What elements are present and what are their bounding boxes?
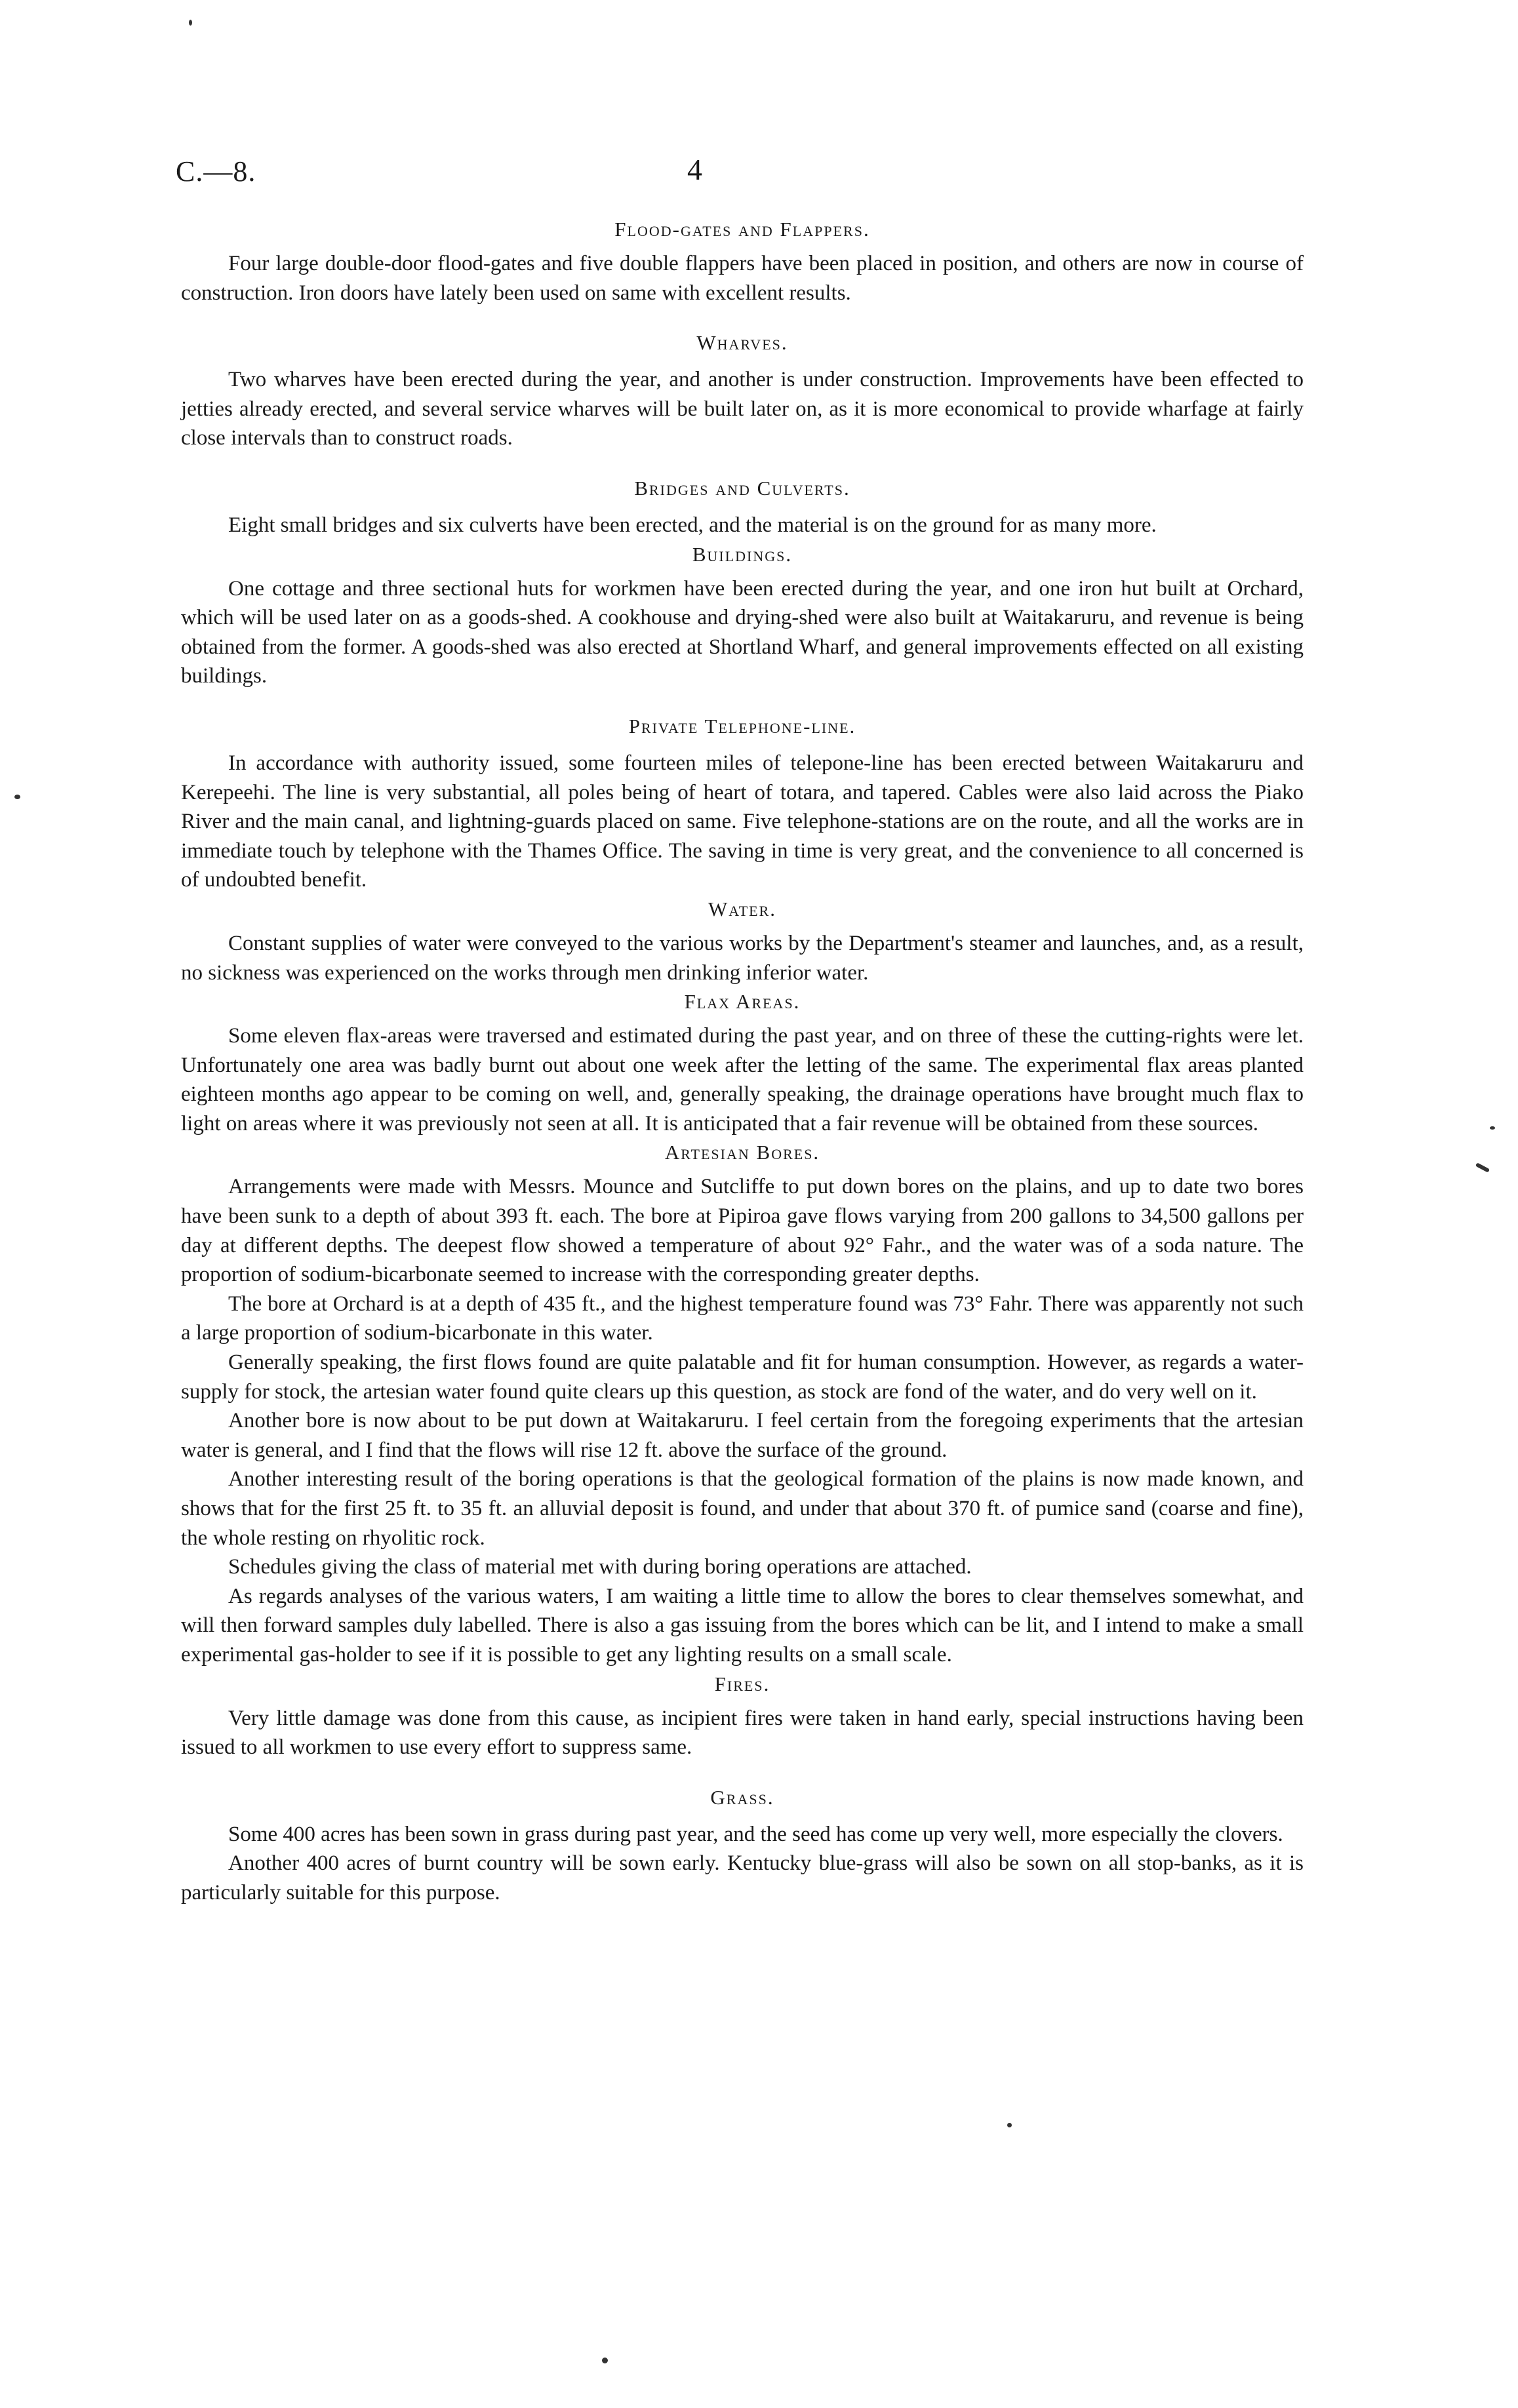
- document-reference: C.—8.: [176, 155, 256, 188]
- document-body: [181, 215, 1304, 1908]
- section-heading: Wharves.: [696, 331, 788, 355]
- print-speck: [14, 795, 20, 799]
- section-heading: Bridges and Culverts.: [634, 476, 850, 500]
- paragraph: Two wharves have been erected during the year, and another is under construction. Improvements have been effected to jetties already erected, and several service wharves will be built later on, as it is more economical to provide wharfage at fairly close intervals than to construct roads.: [181, 368, 1304, 450]
- section-heading: Fires.: [714, 1672, 770, 1695]
- print-speck: [602, 2358, 608, 2363]
- paragraph: The bore at Orchard is at a depth of 435 ft., and the highest temperature found was 73° Fahr. There was apparently not such a large proportion of sodium-bicarbonate in this water.: [181, 1292, 1304, 1345]
- paragraph: Another 400 acres of burnt country will be sown early. Kentucky blue-grass will also be sown on all stop-banks, as it is particularly suitable for this purpose.: [181, 1851, 1304, 1905]
- paragraph: Four large double-door flood-gates and five double flappers have been placed in position, and others are now in course of construction. Iron doors have lately been used on same with excellent results.: [181, 252, 1304, 305]
- paragraph: Very little damage was done from this cause, as incipient fires were taken in hand early, special instructions having been issued to all workmen to use every effort to suppress same.: [181, 1706, 1304, 1760]
- paragraph: Some eleven flax-areas were traversed and estimated during the past year, and on three of these the cutting-rights were let. Unfortunately one area was badly burnt out about one week after the letting of the same. The experimental flax areas planted eighteen months ago appear to be coming on well, and, generally speaking, the drainage operations have brought much flax to light on areas where it was previously not seen at all. It is anticipated that a fair revenue will be obtained from these sources.: [181, 1024, 1304, 1135]
- paragraph: As regards analyses of the various waters, I am waiting a little time to allow the bores to clear themselves somewhat, and will then forward samples duly labelled. There is also a gas issuing from the bores which can be lit, and I intend to make a small experimental gas-holder to see if it is possible to get any lighting results on a small scale.: [181, 1584, 1304, 1667]
- section-heading: Private Telephone-line.: [628, 714, 856, 738]
- paragraph: Eight small bridges and six culverts have been erected, and the material is on the ground for as many more.: [228, 513, 1157, 537]
- print-speck: [1490, 1126, 1495, 1130]
- paragraph: Schedules giving the class of material met with during boring operations are attached.: [228, 1555, 972, 1579]
- section-heading: Flax Areas.: [684, 990, 801, 1014]
- page-number: 4: [687, 153, 702, 186]
- paragraph: Constant supplies of water were conveyed to the various works by the Department's steamer and launches, and, as a result, no sickness was experienced on the works through men drinking inferior water.: [181, 931, 1304, 985]
- paragraph: Arrangements were made with Messrs. Mounce and Sutcliffe to put down bores on the plains, and up to date two bores have been sunk to a depth of about 393 ft. each. The bore at Pipiroa gave flows varying from 200 gallons to 34,500 gallons per day at different depths. The deepest flow showed a temperature of about 92° Fahr., and the water was of a soda nature. The proportion of sodium-bicarbonate seemed to increase with the corresponding greater depths.: [181, 1175, 1304, 1287]
- paragraph: In accordance with authority issued, some fourteen miles of telepone-line has been erected between Waitakaruru and Kerepeehi. The line is very substantial, all poles being of heart of totara, and tapered. Cables were also laid across the Piako River and the main canal, and lightning-guards placed on same. Five telephone-stations are on the route, and all the works are in immediate touch by telephone with the Thames Office. The saving in time is very great, and the convenience to all concerned is of undoubted benefit.: [181, 751, 1304, 892]
- section-heading: Flood-gates and Flappers.: [614, 218, 870, 241]
- section-heading: Grass.: [710, 1785, 774, 1809]
- paragraph: Generally speaking, the first flows found are quite palatable and fit for human consumption. However, as regards a water-supply for stock, the artesian water found quite clears up this question, as stock are fond of the water, and do very well on it.: [181, 1351, 1304, 1404]
- section-heading: Artesian Bores.: [664, 1141, 820, 1164]
- paragraph: Another bore is now about to be put down at Waitakaruru. I feel certain from the foregoing experiments that the artesian water is general, and I find that the flows will rise 12 ft. above the surface of the ground.: [181, 1409, 1304, 1462]
- section-heading: Buildings.: [692, 542, 793, 566]
- paragraph: Some 400 acres has been sown in grass during past year, and the seed has come up very well, more especially the clovers.: [228, 1822, 1283, 1846]
- section-heading: Water.: [708, 897, 776, 920]
- paragraph: One cottage and three sectional huts for workmen have been erected during the year, and one iron hut built at Orchard, which will be used later on as a goods-shed. A cookhouse and drying-shed were also built at Waitakaruru, and revenue is being obtained from the former. A goods-shed was also erected at Shortland Wharf, and general improvements effected on all existing buildings.: [181, 576, 1304, 688]
- print-speck: [1475, 1162, 1490, 1173]
- print-speck: [1007, 2123, 1012, 2127]
- print-speck: [189, 20, 192, 26]
- paragraph: Another interesting result of the boring operations is that the geological formation of the plains is now made known, and shows that for the first 25 ft. to 35 ft. an alluvial deposit is found, and under that about 370 ft. of pumice sand (coarse and fine), the whole resting on rhyolitic rock.: [181, 1467, 1304, 1550]
